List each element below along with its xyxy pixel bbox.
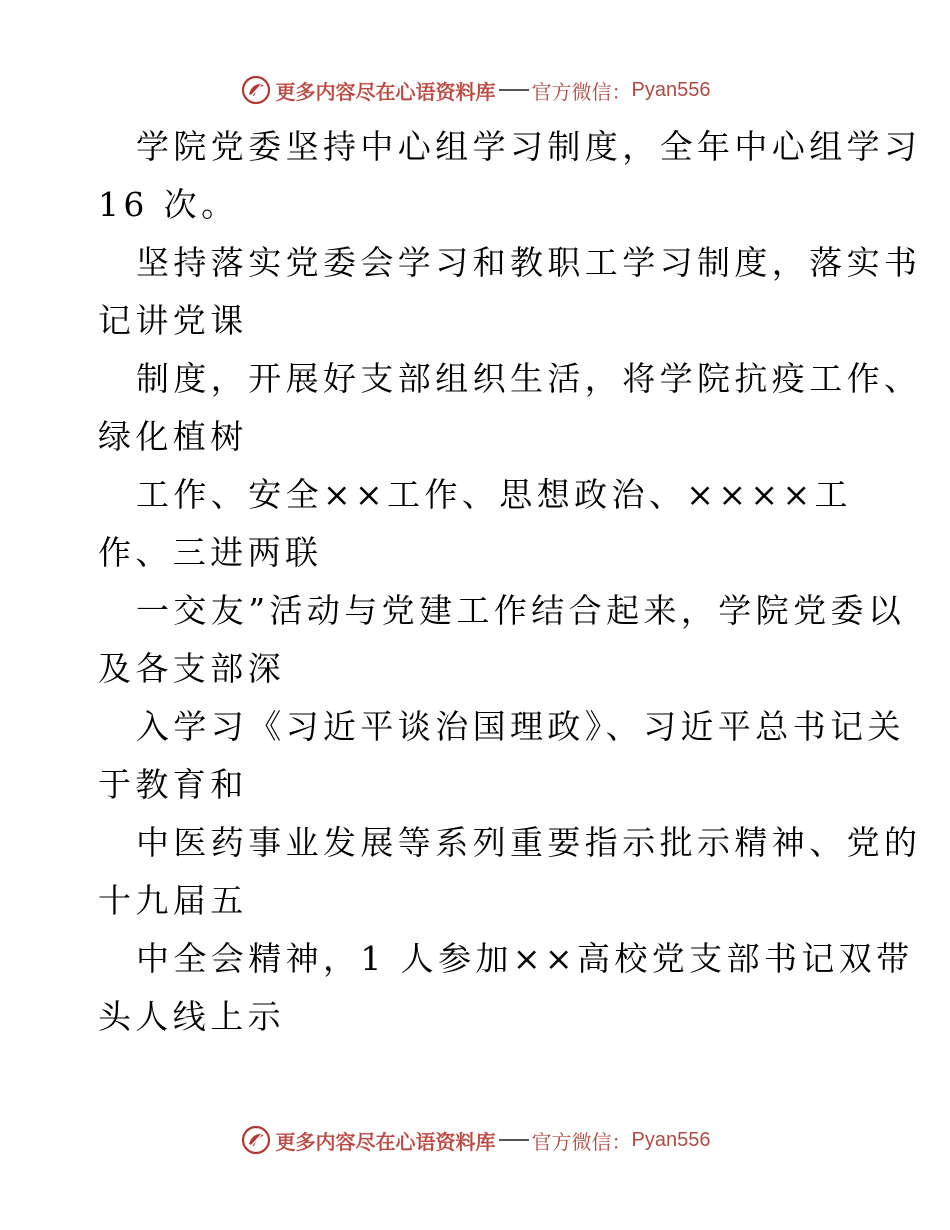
watermark-dash xyxy=(499,1139,529,1141)
document-body xyxy=(98,118,922,1046)
text-line: 16 次。 xyxy=(98,185,239,224)
watermark-official-label: 官方微信： xyxy=(531,1129,632,1154)
footer-watermark xyxy=(0,1120,950,1160)
text-line: 及各支部深 xyxy=(98,649,285,688)
text-line: 制度，开展好支部组织生活，将学院抗疫工作、 xyxy=(136,359,922,398)
watermark-wechat-id: Pyan556 xyxy=(631,1128,711,1151)
text-line: 入学习《习近平谈治国理政》、习近平总书记关 xyxy=(136,707,905,746)
watermark-dash xyxy=(499,89,529,91)
text-line: 头人线上示 xyxy=(98,997,285,1036)
text-line: 中全会精神，1 人参加××高校党支部书记双带 xyxy=(136,939,914,978)
brand-logo-icon xyxy=(240,74,272,106)
text-line: 坚持落实党委会学习和教职工学习制度，落实书 xyxy=(136,243,922,282)
watermark-official-label: 官方微信： xyxy=(531,79,632,104)
text-line: 一交友”活动与党建工作结合起来，学院党委以 xyxy=(136,591,906,630)
watermark-text: 更多内容尽在心语资料库 xyxy=(275,1129,496,1154)
text-line: 于教育和 xyxy=(98,765,248,804)
text-line: 作、三进两联 xyxy=(98,533,323,572)
text-line: 工作、安全××工作、思想政治、××××工 xyxy=(136,475,852,514)
header-watermark xyxy=(0,70,950,110)
text-line: 绿化植树 xyxy=(98,417,248,456)
text-line: 记讲党课 xyxy=(98,301,248,340)
watermark-text: 更多内容尽在心语资料库 xyxy=(275,79,496,104)
watermark-wechat-id: Pyan556 xyxy=(631,78,711,101)
text-line: 十九届五 xyxy=(98,881,248,920)
text-line: 学院党委坚持中心组学习制度，全年中心组学习 xyxy=(136,127,922,166)
brand-logo-icon xyxy=(240,1124,272,1156)
text-line: 中医药事业发展等系列重要指示批示精神、党的 xyxy=(136,823,922,862)
